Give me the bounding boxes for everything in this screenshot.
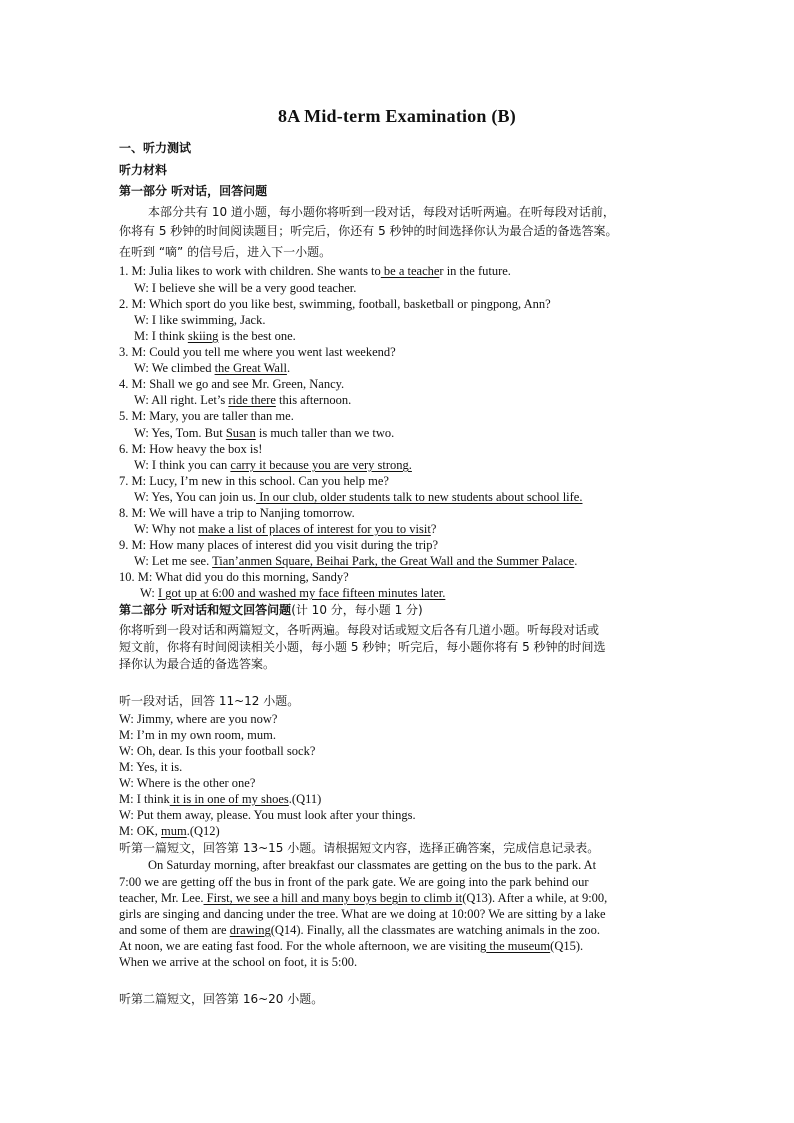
part1-heading: 第一部分 听对话，回答问题 bbox=[119, 184, 268, 198]
answer-underline: I got up at 6:00 and washed my face fifteen minutes later. bbox=[157, 586, 446, 600]
dialog-line: W: Put them away, please. You must look after your things. bbox=[119, 808, 416, 822]
part1-instruction-2: 你将有 5 秒钟的时间阅读题目；听完后，你还有 5 秒钟的时间选择你认为最合适的备选答案。 bbox=[119, 224, 618, 238]
passage1-line: When we arrive at the school on foot, it is 5:00. bbox=[119, 955, 358, 969]
dialog-3-m: 3. M: Could you tell me where you went last weekend? bbox=[119, 345, 396, 359]
dialog-line-q11: M: I think it is in one of my shoes.(Q11) bbox=[119, 792, 322, 806]
answer-underline: Susan bbox=[225, 426, 256, 440]
dialog-4-m: 4. M: Shall we go and see Mr. Green, Nancy. bbox=[119, 377, 345, 391]
exam-title: 8A Mid-term Examination (B) bbox=[278, 106, 516, 126]
dialog-line: M: Yes, it is. bbox=[119, 760, 183, 774]
dialog-4-w: W: All right. Let’s ride there this afternoon. bbox=[134, 393, 352, 407]
part2-instruction-1: 你将听到一段对话和两篇短文，各听两遍。每段对话或短文后各有几道小题。听每段对话或 bbox=[119, 623, 600, 637]
passage1-line-q14: and some of them are drawing(Q14). Finally, all the classmates are watching animals in the zoo. bbox=[119, 923, 601, 937]
answer-underline: it is in one of my shoes bbox=[169, 792, 289, 806]
answer-underline: be a teache bbox=[380, 264, 440, 278]
dialog-8-w: W: Why not make a list of places of interest for you to visit? bbox=[134, 522, 437, 536]
dialog-3-w: W: We climbed the Great Wall. bbox=[134, 361, 291, 375]
passage1-intro: 听第一篇短文，回答第 13~15 小题。请根据短文内容，选择正确答案，完成信息记录表。 bbox=[119, 841, 600, 855]
part2-instruction-2: 短文前，你将有时间阅读相关小题，每小题 5 秒钟；听完后，每小题你将有 5 秒钟的时间选 bbox=[119, 640, 606, 654]
dialog-8-m: 8. M: We will have a trip to Nanjing tomorrow. bbox=[119, 506, 355, 520]
passage1-line: girls are singing and dancing under the tree. What are we doing at 10:00? We are sitting by a lake bbox=[119, 907, 606, 921]
dialog-1-m: 1. M: Julia likes to work with children. She wants to be a teacher in the future. bbox=[119, 264, 511, 278]
passage1-line: On Saturday morning, after breakfast our classmates are getting on the bus to the park. At bbox=[148, 858, 597, 872]
dialog-intro: 听一段对话，回答 11~12 小题。 bbox=[119, 694, 300, 708]
dialog-10-m: 10. M: What did you do this morning, Sandy? bbox=[119, 570, 349, 584]
answer-underline: drawing bbox=[229, 923, 271, 937]
passage1-line-q13: teacher, Mr. Lee. First, we see a hill and many boys begin to climb it(Q13). After a while, at 9:00, bbox=[119, 891, 608, 905]
part1-instruction-1: 本部分共有 10 道小题，每小题你将听到一段对话，每段对话听两遍。在听每段对话前， bbox=[148, 205, 615, 219]
passage2-intro: 听第二篇短文，回答第 16~20 小题。 bbox=[119, 992, 324, 1006]
passage1-line-q15: At noon, we are eating fast food. For the whole afternoon, we are visiting the museum(Q15). bbox=[119, 939, 584, 953]
material-heading: 听力材料 bbox=[119, 163, 168, 177]
dialog-6-w: W: I think you can carry it because you are very strong. bbox=[134, 458, 412, 472]
answer-underline: carry it because you are very strong. bbox=[230, 458, 412, 472]
answer-underline: the museum bbox=[486, 939, 551, 953]
dialog-9-m: 9. M: How many places of interest did you visit during the trip? bbox=[119, 538, 439, 552]
dialog-5-m: 5. M: Mary, you are taller than me. bbox=[119, 409, 294, 423]
dialog-2-w: W: I like swimming, Jack. bbox=[134, 313, 266, 327]
dialog-7-w: W: Yes, You can join us. In our club, older students talk to new students about school life. bbox=[134, 490, 583, 504]
dialog-2-m2: M: I think skiing is the best one. bbox=[134, 329, 296, 343]
part2-heading: 第二部分 听对话和短文回答问题(计 10 分，每小题 1 分) bbox=[119, 603, 423, 617]
answer-underline: make a list of places of interest for you to visit bbox=[198, 522, 431, 536]
answer-underline: First, we see a hill and many boys begin to climb it bbox=[203, 891, 463, 905]
dialog-line: W: Jimmy, where are you now? bbox=[119, 712, 278, 726]
section-heading: 一、听力测试 bbox=[119, 141, 192, 155]
answer-underline: ride there bbox=[228, 393, 276, 407]
dialog-6-m: 6. M: How heavy the box is! bbox=[119, 442, 263, 456]
dialog-2-m: 2. M: Which sport do you like best, swimming, football, basketball or pingpong, Ann? bbox=[119, 297, 551, 311]
answer-underline: mum bbox=[161, 824, 187, 838]
dialog-line: W: Where is the other one? bbox=[119, 776, 256, 790]
dialog-line: M: I’m in my own room, mum. bbox=[119, 728, 276, 742]
dialog-7-m: 7. M: Lucy, I’m new in this school. Can you help me? bbox=[119, 474, 389, 488]
dialog-line: W: Oh, dear. Is this your football sock? bbox=[119, 744, 316, 758]
dialog-9-w: W: Let me see. Tian’anmen Square, Beihai Park, the Great Wall and the Summer Palace. bbox=[134, 554, 578, 568]
answer-underline: Tian’anmen Square, Beihai Park, the Great Wall and the Summer Palace bbox=[212, 554, 575, 568]
part1-instruction-3: 在听到 “嘀” 的信号后，进入下一小题。 bbox=[119, 245, 332, 259]
part2-instruction-3: 择你认为最合适的备选答案。 bbox=[119, 657, 276, 671]
dialog-10-w: W: I got up at 6:00 and washed my face fifteen minutes later. bbox=[140, 586, 446, 600]
dialog-1-w: W: I believe she will be a very good teacher. bbox=[134, 281, 357, 295]
dialog-line-q12: M: OK, mum.(Q12) bbox=[119, 824, 220, 838]
dialog-5-w: W: Yes, Tom. But Susan is much taller than we two. bbox=[134, 426, 395, 440]
answer-underline: skiing bbox=[187, 329, 219, 343]
answer-underline: the Great Wall bbox=[214, 361, 287, 375]
answer-underline: In our club, older students talk to new students about school life. bbox=[256, 490, 583, 504]
passage1-line: 7:00 we are getting off the bus in front of the park gate. We are going into the park behind our bbox=[119, 875, 589, 889]
